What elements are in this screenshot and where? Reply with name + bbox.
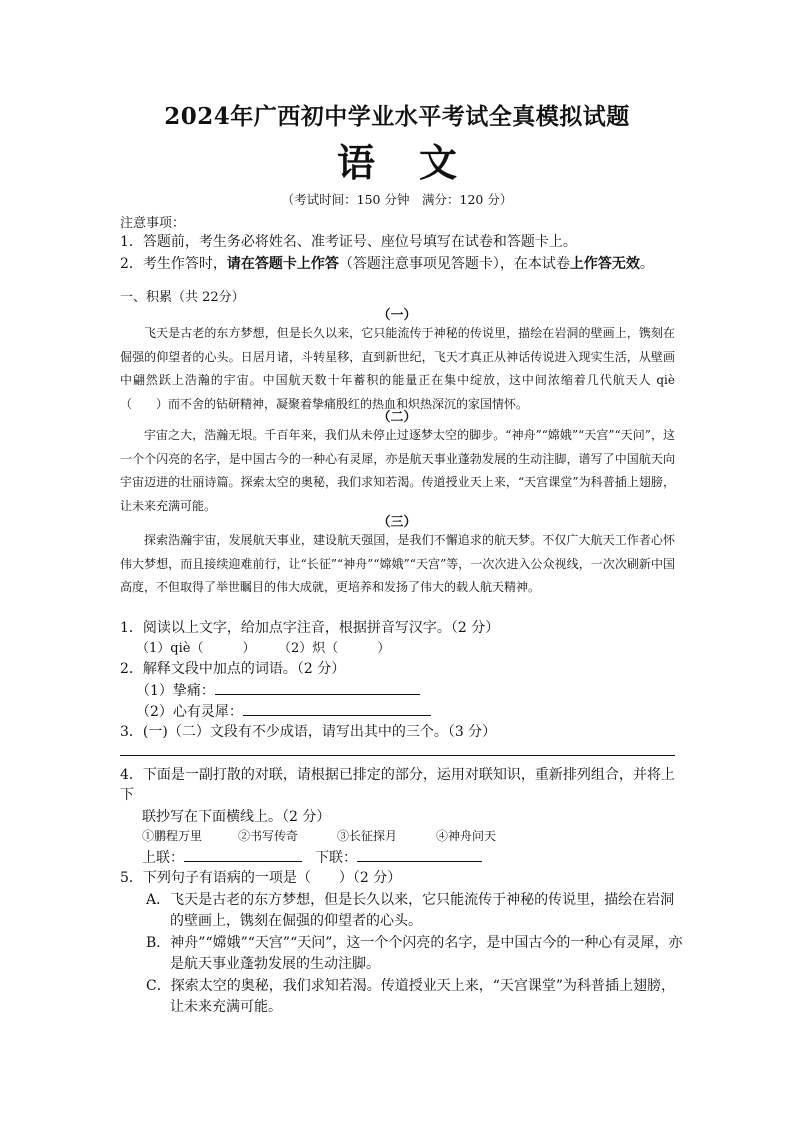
question-5: 5．下列句子有语病的一项是（ ）（2 分） bbox=[120, 870, 402, 886]
question-2-b: （2）心有灵犀： bbox=[136, 701, 431, 721]
option-a-line-2: 的壁画上，镌刻在倔强的仰望者的心头。 bbox=[170, 913, 422, 929]
answer-line-upper[interactable] bbox=[184, 847, 302, 862]
question-1-a: （1）qiè（ ） bbox=[136, 641, 256, 656]
question-3: 3．(一)（二）文段有不少成语，请写出其中的三个。（3 分） bbox=[120, 724, 497, 740]
passage-part-1: 飞天是古老的东方梦想，但是长久以来，它只能流传于神秘的传说里，描绘在岩洞的壁画上，镌刻在倔强的仰望者的心头。日居月诸，斗转星移，直到新世纪，飞天才真正从神话传说进入现实生活，从壁画中翩然跃上浩瀚的宇宙。中国航天数十年蓄积的能量正在集中绽放，这中间浓缩着几代航天人 qiè（ ）而不舍的钻研精神，凝聚着挚痛殷红的热血和炽热深沉的家国情怀。 bbox=[120, 326, 675, 411]
question-2-a: （1）挚痛： bbox=[136, 680, 420, 700]
option-b-line-1: B．神舟”“嫦娥”“天宫”“天问”，这一个个闪亮的名字，是中国古今的一种心有灵犀，亦 bbox=[146, 935, 683, 951]
notes-item-2: 2．考生作答时，请在答题卡上作答（答题注意事项见答题卡），在本试卷上作答无效。 bbox=[120, 256, 654, 272]
couplet-option-1: ①鹏程万里 bbox=[142, 829, 203, 843]
question-2: 2．解释文段中加点的词语。（2 分） bbox=[120, 661, 346, 677]
notes-item-1: 1．答题前，考生务必将姓名、准考证号、座位号填写在试卷和答题卡上。 bbox=[120, 234, 577, 250]
exam-title: 2024年广西初中学业水平考试全真模拟试题 bbox=[164, 103, 630, 130]
couplet-option-3: ③长征探月 bbox=[337, 829, 398, 843]
subject-char-2: 文 bbox=[419, 140, 458, 185]
option-b-line-2: 是航天事业蓬勃发展的生动注脚。 bbox=[170, 956, 380, 972]
answer-line-2b[interactable] bbox=[243, 701, 431, 716]
option-c-line-2: 让未来充满可能。 bbox=[170, 999, 282, 1015]
upper-couplet: 上联： bbox=[142, 847, 302, 867]
section-1-heading: 一、积累（共 22分） bbox=[120, 290, 245, 305]
lower-couplet: 下联： bbox=[315, 847, 482, 867]
question-1-b: （2）炽（ ） bbox=[278, 641, 391, 656]
part-1-label: （一） bbox=[377, 308, 417, 323]
question-4-cont: 下 bbox=[120, 787, 134, 803]
part-2-label: （二） bbox=[377, 410, 417, 425]
subject-title bbox=[0, 132, 794, 187]
answer-line-lower[interactable] bbox=[357, 847, 482, 862]
subject-char-1: 语 bbox=[336, 140, 375, 185]
passage-part-2: 宇宙之大，浩瀚无垠。千百年来，我们从未停止过逐梦太空的脚步。“神舟”“嫦娥”“天宫”“天问”，这一个个闪亮的名字，是中国古今的一种心有灵犀，亦是航天事业蓬勃发展的生动注脚，谱写了中国航天向宇宙迈进的壮丽诗篇。探索太空的奥秘，我们求知若渴。传道授业天上来，“天宫课堂”为科普插上翅膀，让未来充满可能。 bbox=[120, 428, 675, 513]
question-4: 4．下面是一副打散的对联，请根据已排定的部分，运用对联知识，重新排列组合，并将上 bbox=[120, 767, 675, 783]
option-a-line-1: A．飞天是古老的东方梦想，但是长久以来，它只能流传于神秘的传说里，描绘在岩洞 bbox=[146, 892, 675, 908]
question-1: 1．阅读以上文字，给加点字注音，根据拼音写汉字。（2 分） bbox=[120, 620, 500, 636]
answer-line-2a[interactable] bbox=[215, 680, 420, 695]
question-4-line-2: 联抄写在下面横线上。（2 分） bbox=[142, 809, 331, 825]
option-c-line-1: C．探索太空的奥秘，我们求知若渴。传道授业天上来，“天宫课堂”为科普插上翅膀， bbox=[146, 978, 676, 994]
exam-info: （考试时间：150 分钟 满分：120 分） bbox=[281, 192, 513, 207]
couplet-option-4: ④神舟问天 bbox=[436, 829, 497, 843]
notes-heading: 注意事项： bbox=[120, 216, 186, 231]
couplet-option-2: ②书写传奇 bbox=[238, 829, 299, 843]
answer-line-3[interactable] bbox=[120, 755, 675, 756]
passage-part-3: 探索浩瀚宇宙，发展航天事业，建设航天强国，是我们不懈追求的航天梦。不仅广大航天工作者心怀伟大梦想，而且接续迎难前行，让“长征”“神舟”“嫦娥”“天宫”等，一次次进入公众视线，一次次刷新中国高度，不但取得了举世瞩目的伟大成就，更培养和发扬了伟大的载人航天精神。 bbox=[120, 533, 675, 594]
part-3-label: （三） bbox=[377, 515, 417, 530]
